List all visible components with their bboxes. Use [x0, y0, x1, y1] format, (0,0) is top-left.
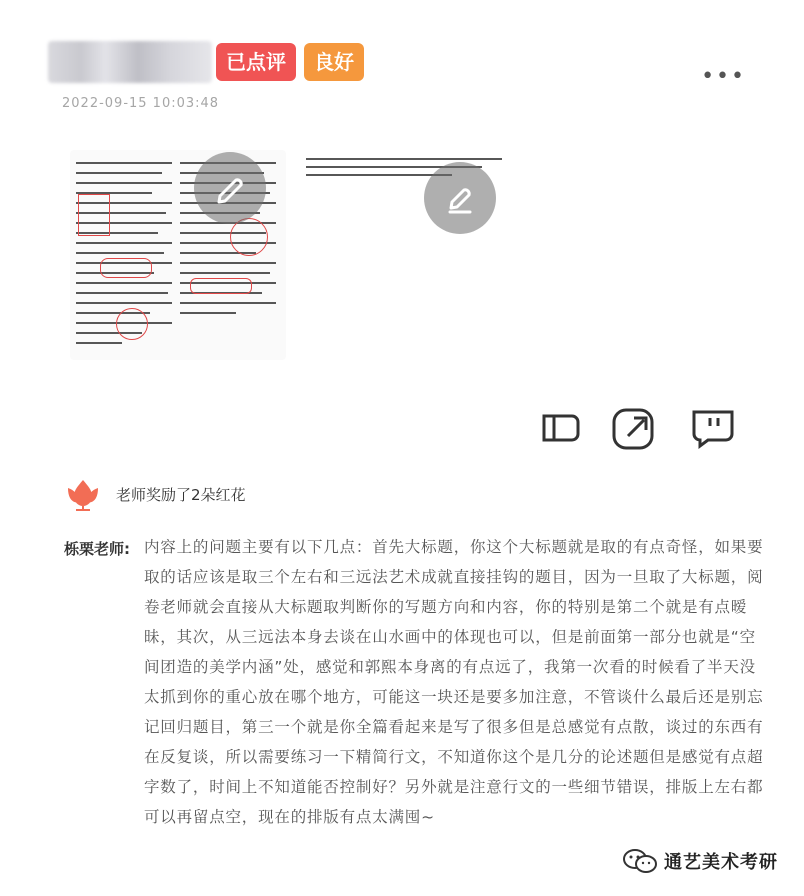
share-icon[interactable] [610, 404, 656, 450]
blurred-username [48, 41, 212, 83]
grade-tag: 良好 [304, 43, 364, 81]
attachment-thumbnail[interactable] [300, 150, 518, 360]
lotus-flower-icon [64, 476, 102, 512]
page-left [76, 158, 172, 352]
wechat-icon [622, 848, 658, 874]
pen-icon [424, 162, 496, 234]
watermark-text: 通艺美术考研 [664, 852, 778, 873]
award-text: 老师奖励了2朵红花 [116, 485, 246, 504]
post-header [48, 40, 364, 84]
attachment-thumbnail[interactable] [70, 150, 286, 360]
more-dots-icon[interactable]: ••• [701, 64, 746, 89]
bookmark-icon[interactable] [536, 406, 582, 452]
comment-icon[interactable] [690, 406, 736, 452]
pen-icon [194, 152, 266, 224]
comment-text: 内容上的问题主要有以下几点：首先大标题，你这个大标题就是取的有点奇怪，如果要取的话应该是取三个左右和三远法艺术成就直接挂钩的题目，因为一旦取了大标题，阅卷老师就会直接从大标题取判断你的写题方向和内容，你的特别是第二个就是有点暧昧，其次，从三远法本身去谈在山水画中的体现也可以，但是前面第一部分也就是“空间团造的美学内涵”处，感觉和郭熙本身离的有点远了，我第一次看的时候看了半天没太抓到你的重心放在哪个地方，可能这一块还是要多加注意，不管谈什么最后还是别忘记回归题目，第三一个就是你全篇看起来是写了很多但是总感觉有点散，谈过的东西有在反复谈，所以需要练习一下精简行文，不知道你这个是几分的论述题但是感觉有点超字数了，时间上不知道能否控制好？另外就是注意行文的一些细节错误，排版上左右都可以再留点空，现在的排版有点太满囤~ [144, 538, 764, 826]
teacher-name: 栎栗老师: [64, 540, 130, 558]
timestamp: 2022-09-15 10:03:48 [62, 96, 220, 111]
reviewed-tag: 已点评 [216, 43, 296, 81]
watermark [622, 848, 778, 874]
award-row [64, 476, 246, 512]
